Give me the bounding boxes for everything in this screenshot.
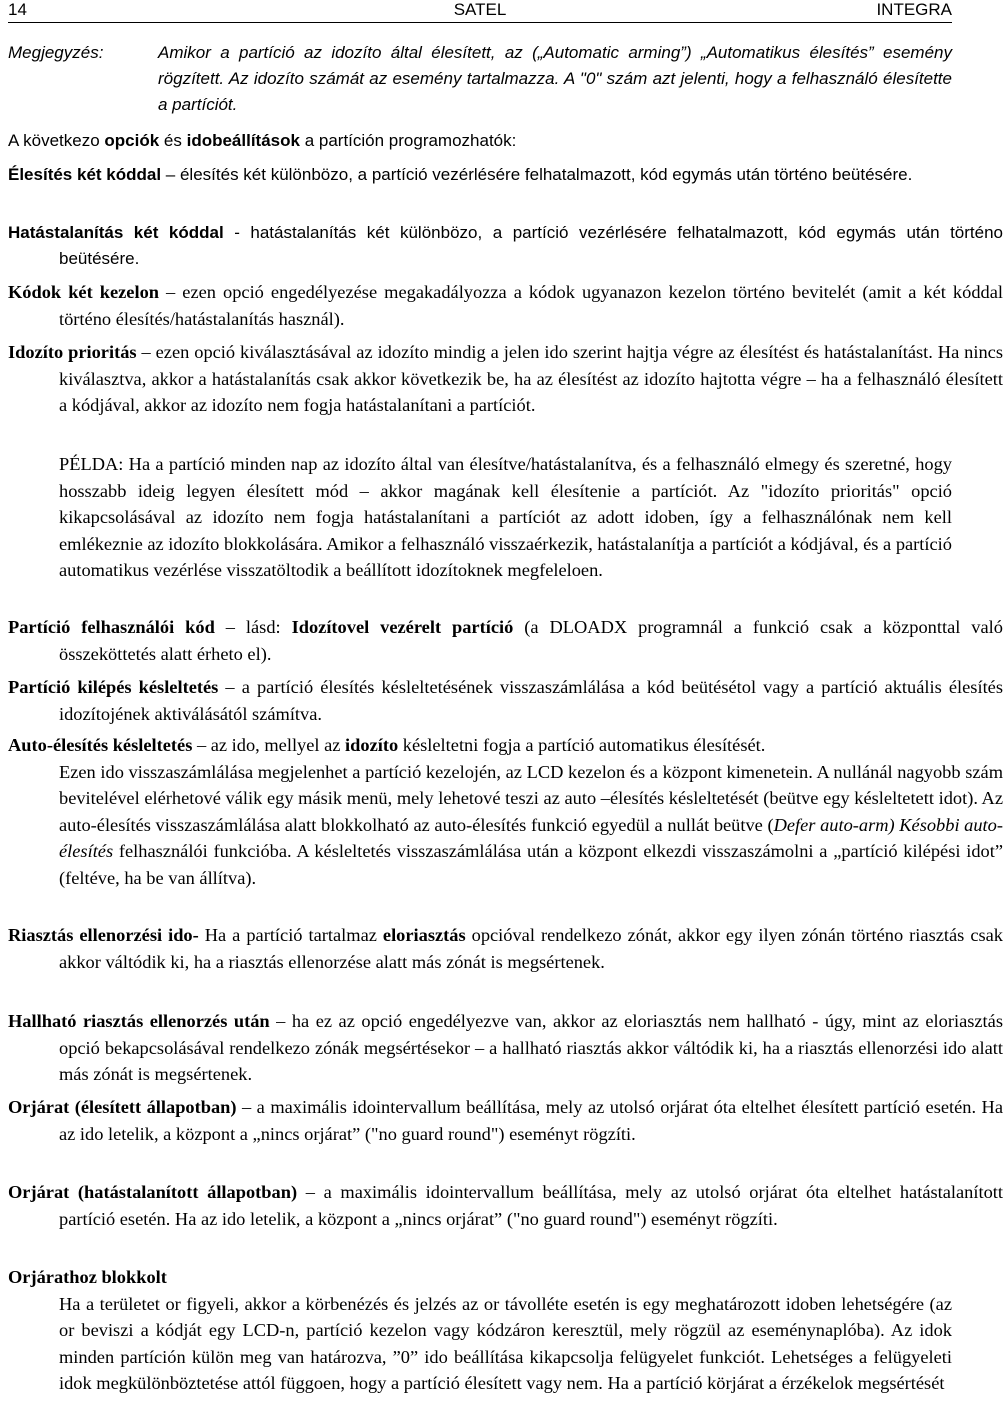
intro-text: és [159,131,187,150]
option-description: – élesítés két különbözo, a partíció vezérlésére felhatalmazott, kód egymás után történo beütésére. [161,165,913,184]
note-block [8,40,952,118]
option-exit-delay [8,674,1003,727]
option-term: Orjárathoz blokkolt [8,1267,167,1287]
option-description: – lásd: [214,617,292,637]
intro-text: A következo [8,131,105,150]
page-header [8,0,952,23]
intro-timings-term: idobeállítások [186,131,300,150]
user-function-name: Defer auto-arm) Késobbi auto-élesítés [59,814,1003,861]
option-description: – a partíció élesítés késleltetésének visszaszámlálása a kód beütésétol vagy a partíció aktuális élesítés idozítojének aktiválásától számítva. [59,677,1003,724]
option-partition-user-code [8,614,1003,667]
option-term: Élesítés két kóddal [8,165,162,184]
option-description: – a maximális idointervallum beállítása, mely az utolsó orjárat óta eltelhet hatástalanított partíció esetén. Ha az ido letelik, a központ a „nincs orjárat” ("no guard round") eseményt rögzíti. [59,1182,1003,1229]
product-name: INTEGRA [876,0,952,19]
option-codes-two-keypads [8,279,1003,332]
option-description: késleltetni fogja a partíció automatikus élesítését. [398,735,766,755]
option-description: (a DLOADX programnál a funkció csak a központtal való összeköttetés alatt érheto el). [59,617,1003,664]
note-text: Amikor a partíció az idozíto által élesített, az („Automatic arming”) „Automatikus élesítés” esemény rögzített. Az idozíto számát az esemény tartalmazza. A "0" szám azt jelenti, hogy a felhasználó élesítette a partíciót. [158,43,952,114]
option-guard-round-armed [8,1094,1003,1147]
note-label: Megjegyzés: [8,43,104,62]
option-dual-code-disarming [8,220,1003,272]
timer-priority-example: PÉLDA: Ha a partíció minden nap az idozíto által van élesítve/hatástalanítva, és a felhasználó elmegy és szeretné, hogy hosszabb ideig legyen élesített mód – akkor magának kell élesítenie a partíciót. Az "idozíto prioritás" opció kikapcsolásával az idozíto nem fogja hatástalanítani a partíciót az adott idoben, így a felhasználónak nem kell emlékeznie az idozíto blokkolására. Amikor a felhasználó visszaérkezik, hatástalanítja a partíciót a kódjával, és a partíció automatikus vezérlése visszatöltodik a beállított idozítoknek megfeleloen. [59,454,952,580]
option-keyword: eloriasztás [382,925,466,945]
option-alarm-verification [8,922,1003,975]
option-description: – ezen opció kiválasztásával az idozíto mindig a jelen ido szerint hajtja végre az élesítést és hatástalanítást. Ha nincs kiválasztva, akkor a hatástalanítás csak akkor következik be, ha az élesítést az idozíto hajtotta végre – ha a felhasználó élesített a kódjával, akkor az idozíto nem fogja hatástalanítani a partíciót. [59,342,1003,415]
option-term: Orjárat (élesített állapotban) [8,1097,237,1117]
option-term: Idozíto prioritás [8,342,137,362]
option-auto-arm-delay [8,732,1003,891]
page-number: 14 [8,0,27,19]
option-description: – a maximális idointervallum beállítása, mely az utolsó orjárat óta eltelhet élesített partíció esetén. Ha az ido letelik, a központ a „nincs orjárat” ("no guard round") eseményt rögzíti. [59,1097,1003,1144]
option-description: - hatástalanítás két különbözo, a partíció vezérlésére felhatalmazott, kód egymás után történo beütésére. [59,223,1003,268]
cross-reference: Idozítovel vezérelt partíció [291,617,514,637]
option-term: Hallható riasztás ellenorzés után [8,1011,270,1031]
option-guard-round-disarmed [8,1179,1003,1232]
intro-options-term: opciók [104,131,160,150]
option-term: Partíció kilépés késleltetés [8,677,219,697]
option-keyword: idozíto [345,735,399,755]
option-description: felhasználói funkcióba. A késleltetés visszaszámlálása után a központ elkezdi visszaszámolni a „partíció kilépési idot” (feltéve, ha be van állítva). [59,841,1003,888]
option-term: Orjárat (hatástalanított állapotban) [8,1182,298,1202]
option-timer-priority [8,339,1003,419]
option-audible-after-verification [8,1008,1003,1088]
option-description: Ha a partíció tartalmaz [198,925,383,945]
option-term: Kódok két kezelon [8,282,160,302]
option-description: – ha ez az opció engedélyezve van, akkor az eloriasztás nem hallható - úgy, mint az eloriasztás opció bekapcsolásával rendelkezo zónák megsértésekor – a hallható riasztás akkor váltódik ki, ha a riasztás ellenorzési ido alatt más zónát is megsértenek. [59,1011,1003,1084]
option-term: Riasztás ellenorzési ido- [8,925,199,945]
intro-text: a partíción programozhatók: [299,131,517,150]
option-description: – ezen opció engedélyezése megakadályozza a kódok ugyanazon kezelon történo bevitelét (amit a két kóddal történo élesítés/hatástalanítás használ). [59,282,1003,329]
option-description: Ezen ido visszaszámlálása megjelenhet a partíció kezelojén, az LCD kezelon és a központ kimenetein. A nullánál nagyobb szám bevitelével elérhetové válik egy másik menü, mely lehetové teszi az auto –élesítés késleltetését (beütve egy késleltetett idot). Az auto-élesítés visszaszámlálása alatt blokkolható az auto-élesítés funkció egyedül a nullát beütve ( [59,761,1003,835]
intro-paragraph [8,128,952,154]
option-term: Partíció felhasználói kód [8,617,215,637]
option-description: opcióval rendelkezo zónát, akkor egy ilyen zónán történo riasztás csak akkor váltódik ki, ha a riasztás ellenorzése alatt más zónát is megsértenek. [59,925,1003,972]
option-guard-block [8,1264,952,1397]
brand-name: SATEL [453,0,507,19]
option-term: Hatástalanítás két kóddal [8,223,224,242]
option-dual-code-arming [8,162,1003,188]
option-description: Ha a területet or figyeli, akkor a körbenézés és jelzés az or távolléte esetén is egy meghatározott idoben lehetségére (az or beviszi a kódját egy LCD-n, partíció kezelon vagy kódzáron keresztül, mely rögzül az eseménynaplóba). Az idok minden partíción külön meg van határozva, ”0” ido beállítása kikapcsolja felügyelet funkciót. Lehetséges a felügyeleti idok megkülönböztetése attól függoen, hogy a partíció élesített vagy nem. Ha a partíció körjárat a érzékelok megsértését [59,1293,952,1393]
option-description: – az ido, mellyel az [192,735,346,755]
option-term: Auto-élesítés késleltetés [8,735,193,755]
